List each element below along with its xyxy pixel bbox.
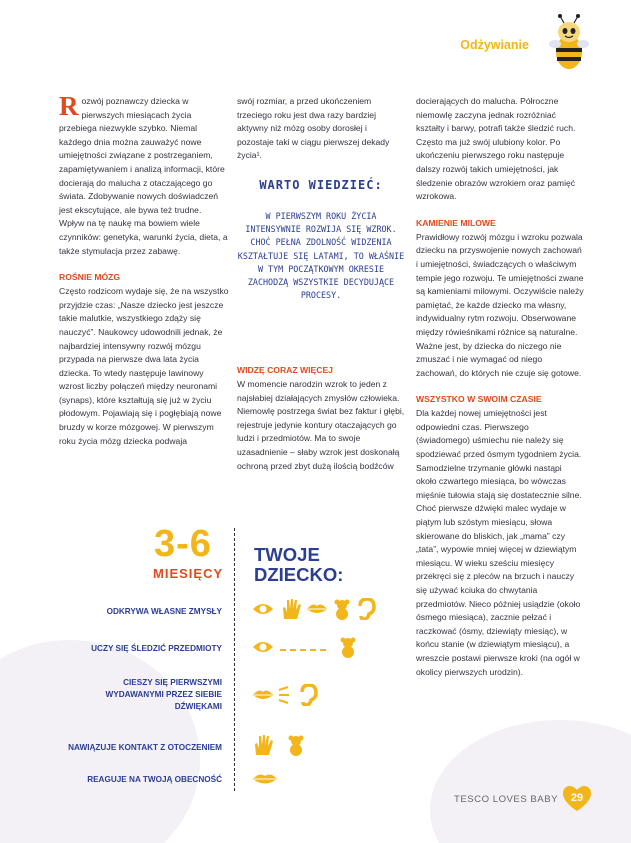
hand-icon bbox=[283, 599, 301, 619]
ear-icon bbox=[302, 685, 316, 705]
subheading-wszystko: WSZYSTKO W SWOIM CZASIE bbox=[416, 394, 542, 405]
eye-icon bbox=[253, 604, 273, 614]
milestone-label: REAGUJE NA TWOJĄ OBECNOŚĆ bbox=[87, 775, 222, 784]
article-column-1 bbox=[59, 91, 229, 461]
ear-icon bbox=[360, 599, 374, 619]
milestone-icons-row bbox=[252, 734, 312, 756]
milestone-icons-row bbox=[252, 684, 332, 706]
milestone-label: CIESZY SIĘ PIERWSZYMI WYDAWANYMI PRZEZ SIEBIE DŹWIĘKAMI bbox=[105, 678, 222, 711]
teddy-bear-icon bbox=[341, 638, 356, 659]
subheading-kamienie-milowe: KAMIENIE MILOWE bbox=[416, 217, 496, 228]
milestone-label: NAWIĄZUJE KONTAKT Z OTOCZENIEM bbox=[68, 743, 222, 752]
age-unit: MIESIĘCY bbox=[153, 566, 224, 581]
background-blob bbox=[430, 720, 631, 843]
lips-icon bbox=[253, 691, 273, 699]
paragraph: Dla każdej nowej umiejętności jest odpowiedni czas. Pierwszego (świadomego) uśmiechu nie należy się spodziewać przed ósmym tygodniem życia. Samodzielne trzymanie główki nastąpi około czwartego miesiąca, bo wówczas mięśnie tułowia stają się dostatecznie silne. Choć pierwsze dźwięki malec wydaje w piątym lub szóstym miesiącu, słowa skierowane do bliskich, jak „mama” czy „tata”, wypowie mniej więcej w dziewiątym miesiącu. W wieku sześciu miesięcy przekręci się z pleców na brzuch i nauczy się używać kciuka do chwytania przedmiotów. Nieco później usiądzie (około ósmego miesiąca), zacznie pełzać i raczkować (ósmy, dziewiąty miesiąc), w końcu stanie (w dziewiątym miesiącu), a wreszcie postawi pierwsze kroki (na ogół w okolicy pierwszych urodzin). bbox=[416, 408, 582, 677]
drop-cap: R bbox=[59, 91, 79, 121]
did-you-know-box bbox=[237, 178, 405, 302]
milestone-label: UCZY SIĘ ŚLEDZIĆ PRZEDMIOTY bbox=[91, 644, 222, 653]
infographic-title: TWOJE DZIECKO: bbox=[254, 544, 344, 585]
teddy-bear-icon bbox=[335, 600, 350, 621]
bee-icon bbox=[549, 14, 589, 72]
age-range: 3-6 bbox=[154, 523, 212, 565]
subheading-widze: WIDZĘ CORAZ WIĘCEJ bbox=[237, 365, 333, 375]
teddy-bear-icon bbox=[289, 736, 304, 757]
sound-waves-icon bbox=[279, 687, 289, 703]
paragraph: Prawidłowy rozwój mózgu i wzroku pozwala dziecku na przyswojenie nowych zachowań i umiejętności, świadczących o właściwym tempie jego rozwoju. Te umiejętności zwane są kamieniami milowymi. Oczywiście należy pamiętać, że każde dziecko ma własny, indywidualny rytm rozwoju. Obserwowane między rówieśnikami różnice są naturalne. Ważne jest, by dziecka do niczego nie zmuszać i nie wymagać od niego zachowań, do których nie czuje się gotowe. bbox=[416, 231, 584, 378]
lips-icon bbox=[307, 605, 327, 613]
milestone-label: ODKRYWA WŁASNE ZMYSŁY bbox=[106, 607, 222, 616]
page-number-heart bbox=[563, 786, 591, 812]
subheading-rosnie-mozg: ROŚNIE MÓZG bbox=[59, 272, 121, 283]
milestone-icons-row bbox=[252, 598, 382, 620]
did-you-know-title: WARTO WIEDZIEĆ: bbox=[259, 178, 383, 192]
hand-icon bbox=[255, 735, 273, 755]
intro-paragraph: ozwój poznawczy dziecka w pierwszych miesiącach życia przebiega niezwykle szybko. Niemal każdego dnia można zauważyć nowe umiejętności związane z postrzeganiem, zapamiętywaniem i analizą informacji, które docierają do malucha z otaczającego go świata. Zdobywanie nowych doświadczeń jest ekscytujące, ale bywa też trudne. Wpływ na tę naukę ma bowiem wiele czynników: genetyka, warunki życia, dieta, a także stymulacja przez zabawę. bbox=[59, 96, 228, 256]
article-column-3 bbox=[416, 95, 584, 692]
section-title: Odżywianie bbox=[460, 38, 529, 52]
did-you-know-body: W PIERWSZYM ROKU ŻYCIA INTENSYWNIE ROZWIJA SIĘ WZROK. CHOĆ PEŁNA ZDOLNOŚĆ WIDZENIA KSZTAŁTUJE SIĘ LATAMI, TO WŁAŚNIE W TYM POCZĄTKOWYM OKRESIE ZACHODZĄ WSZYSTKIE DECYDUJĄCE PROCESY. bbox=[237, 211, 405, 301]
article-column-2 bbox=[237, 95, 405, 176]
milestone-icons-row bbox=[252, 768, 282, 790]
paragraph: Często rodzicom wydaje się, że na wszystko przyjdzie czas: „Nasze dziecko jest jeszcze takie malutkie, wszystkiego zdąży się nauczyć”. Naukowcy udowodnili jednak, że najbardziej intensywny rozwój mózgu przypada na pierwsze dwa lata życia dziecka. To wtedy następuje lawinowy wzrost liczby połączeń między neuronami (synaps), które kształtują się już w życiu płodowym. Pojawiają się i pogłębiają nowe bruzdy w korze mózgowej. W pierwszym roku życia mózg dziecka podwaja bbox=[59, 286, 229, 446]
lips-icon bbox=[253, 775, 277, 784]
eye-icon bbox=[253, 642, 273, 652]
paragraph: W momencie narodzin wzrok to jeden z najsłabiej działających zmysłów człowieka. Niemowlę postrzega świat bez faktur i głębi, rejestruje jedynie kontury otaczających go ludzi i przedmiotów. Ma to swoje uzasadnienie – słaby wzrok jest doskonałą ochroną przed zbyt dużą ilością bodźców bbox=[237, 379, 405, 471]
paragraph: docierających do malucha. Półroczne niemowlę zaczyna jednak rozróżniać kształty i barwy, potrafi także śledzić ruch. Często ma już swój ulubiony kolor. Po ukończeniu pierwszego roku następuje dalszy rozwój takich umiejętności, jak śledzenie obrazów wzrokiem oraz pamięć wzrokowa. bbox=[416, 96, 576, 202]
milestone-icons-row bbox=[252, 636, 362, 658]
footer-brand: TESCO LOVES BABY bbox=[454, 794, 558, 805]
divider-line bbox=[234, 528, 235, 791]
paragraph: swój rozmiar, a przed ukończeniem trzeciego roku jest dwa razy bardziej aktywny niż mózg osoby dorosłej i pozostaje taki w ciągu pierwszej dekady życia¹. bbox=[237, 96, 390, 161]
article-column-2-lower bbox=[237, 364, 405, 486]
page-number: 29 bbox=[570, 792, 584, 804]
